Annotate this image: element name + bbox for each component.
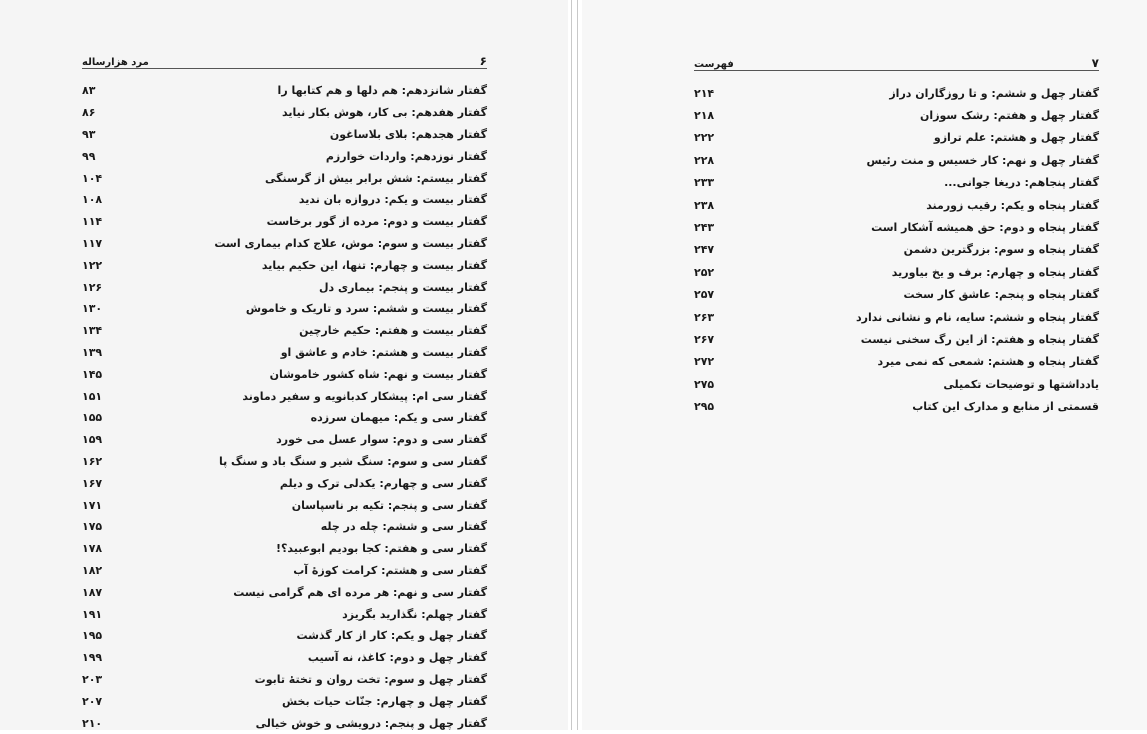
toc-entry-page: ۲۱۰ [82, 716, 103, 730]
toc-entry-page: ۱۶۲ [82, 454, 103, 468]
toc-entry [82, 647, 487, 669]
toc-list-right [694, 82, 1099, 418]
toc-entry-title: گفتار سی و چهارم: یکدلی ترک و دیلم [279, 476, 487, 490]
toc-entry-title: گفتار پنجاه و هفتم: از این رگ سخنی نیست [860, 332, 1099, 346]
toc-entry-title: گفتار سی و هفتم: کجا بودیم ابوعبید؟! [275, 542, 487, 556]
toc-entry-page: ۱۵۹ [82, 433, 103, 447]
page-number: ۶ [479, 54, 487, 68]
running-title: مرد هزارساله [82, 57, 149, 68]
toc-entry [82, 516, 487, 538]
toc-entry [694, 351, 1099, 373]
toc-entry-title: گفتار پنجاه و ششم: سایه، نام و نشانی ندارد [856, 310, 1099, 324]
toc-entry-title: گفتار سی و دوم: سوار عسل می خورد [276, 433, 487, 447]
toc-entry-title: گفتار بیست و پنجم: بیماری دل [318, 280, 487, 294]
toc-entry-page: ۲۱۸ [694, 109, 715, 123]
toc-entry-title: گفتار چهل و نهم: کار خسیس و منت رئیس [866, 153, 1099, 167]
toc-entry-page: ۲۰۷ [82, 694, 103, 708]
left-page [0, 0, 568, 730]
toc-entry [82, 211, 487, 233]
toc-entry [694, 284, 1099, 306]
toc-entry-page: ۱۳۰ [82, 302, 103, 316]
toc-entry [82, 451, 487, 473]
toc-entry [694, 239, 1099, 261]
toc-entry-page: ۲۵۷ [694, 288, 715, 302]
toc-entry-title: گفتار چهلم: نگذارید بگریزد [342, 607, 487, 621]
toc-entry [82, 80, 487, 102]
toc-entry [694, 261, 1099, 283]
toc-entry-title: گفتار سی و سوم: سنگ شیر و سنگ باد و سنگ پا [218, 454, 487, 468]
toc-entry-title: گفتار بیست و هشتم: خادم و عاشق او [280, 345, 487, 359]
toc-entry [82, 407, 487, 429]
toc-entry-page: ۱۵۱ [82, 389, 103, 403]
toc-entry-title: گفتار سی و یکم: میهمان سرزده [310, 411, 487, 425]
toc-entry-page: ۱۸۷ [82, 585, 103, 599]
toc-entry-page: ۹۹ [82, 149, 96, 163]
toc-entry-title: قسمتی از منابع و مدارک این کتاب [912, 400, 1099, 414]
toc-entry-title: گفتار هجدهم: بلای بلاساغون [329, 127, 487, 141]
toc-entry [82, 560, 487, 582]
toc-entry-title: گفتار بیست و سوم: موش، علاج کدام بیماری است [214, 236, 487, 250]
toc-entry-page: ۲۷۵ [694, 377, 715, 391]
toc-entry [82, 494, 487, 516]
toc-entry-page: ۱۹۵ [82, 629, 103, 643]
toc-entry [82, 102, 487, 124]
toc-entry-page: ۱۹۱ [82, 607, 103, 621]
right-page [582, 0, 1147, 730]
toc-entry [82, 276, 487, 298]
toc-entry-title: گفتار نوزدهم: واردات خوارزم [325, 149, 487, 163]
toc-entry-title: گفتار بیست و یکم: دروازه بان ندید [298, 193, 487, 207]
toc-entry [82, 233, 487, 255]
toc-entry [694, 216, 1099, 238]
toc-entry-title: گفتار پنجاه و یکم: رقیب زورمند [926, 198, 1099, 212]
toc-entry-title: گفتار بیست و دوم: مرده از گور برخاست [266, 215, 487, 229]
toc-entry-page: ۱۱۷ [82, 236, 103, 250]
toc-entry [694, 194, 1099, 216]
toc-entry [82, 712, 487, 734]
running-title: فهرست [694, 59, 734, 70]
toc-entry-page: ۱۶۷ [82, 476, 103, 490]
toc-entry-title: گفتار سی و ششم: چله در چله [320, 520, 487, 534]
toc-entry-page: ۱۱۴ [82, 215, 103, 229]
toc-entry-page: ۱۳۴ [82, 324, 103, 338]
toc-entry-title: گفتار بیستم: شش برابر بیش از گرسنگی [264, 171, 487, 185]
toc-entry-page: ۲۵۲ [694, 265, 715, 279]
toc-entry-title: گفتار پنجاه و سوم: بزرگترین دشمن [903, 243, 1099, 257]
toc-entry-title: گفتار بیست و چهارم: تنها، این حکیم بیاید [261, 258, 487, 272]
toc-entry [82, 124, 487, 146]
toc-entry [82, 320, 487, 342]
toc-entry [82, 669, 487, 691]
toc-entry [82, 298, 487, 320]
toc-entry [694, 373, 1099, 395]
toc-entry [694, 149, 1099, 171]
toc-entry [82, 625, 487, 647]
toc-list-left [82, 80, 487, 734]
toc-entry-page: ۱۹۹ [82, 651, 103, 665]
toc-entry-title: گفتار سی و نهم: هر مرده ای هم گرامی نیست [233, 585, 487, 599]
toc-entry-title: گفتار بیست و هفتم: حکیم خارچین [299, 324, 487, 338]
toc-entry-title: گفتار پنجاه و دوم: حق همیشه آشکار است [871, 221, 1099, 235]
toc-entry-page: ۲۲۸ [694, 153, 715, 167]
toc-entry-page: ۲۹۵ [694, 400, 715, 414]
toc-entry-page: ۱۷۵ [82, 520, 103, 534]
toc-entry-title: گفتار بیست و ششم: سرد و تاریک و خاموش [245, 302, 487, 316]
toc-entry [82, 167, 487, 189]
toc-entry [82, 145, 487, 167]
toc-entry-page: ۱۰۸ [82, 193, 103, 207]
toc-entry-title: گفتار پنجاه و هشتم: شمعی که نمی میرد [877, 355, 1099, 369]
toc-entry [694, 104, 1099, 126]
toc-entry [82, 603, 487, 625]
left-page-header [82, 46, 487, 69]
toc-entry-page: ۲۱۴ [694, 86, 715, 100]
toc-entry-title: گفتار چهل و یکم: کار از کار گذشت [296, 629, 487, 643]
toc-entry-page: ۹۳ [82, 127, 96, 141]
toc-entry-page: ۲۷۲ [694, 355, 715, 369]
toc-entry-title: گفتار هفدهم: بی کار، هوش بکار نیاید [281, 106, 487, 120]
toc-entry-page: ۲۳۸ [694, 198, 715, 212]
toc-entry-title: گفتار پنجاه و چهارم: برف و یخ بیاورید [891, 265, 1099, 279]
toc-entry-title: گفتار سی و پنجم: تکیه بر ناسپاسان [291, 498, 487, 512]
toc-entry [694, 395, 1099, 417]
toc-entry-page: ۲۳۳ [694, 176, 715, 190]
toc-entry-title: گفتار چهل و پنجم: درویشی و خوش خیالی [255, 716, 487, 730]
toc-entry-title: گفتار چهل و هفتم: رشک سوزان [920, 109, 1099, 123]
right-page-header [694, 48, 1099, 71]
toc-entry [82, 690, 487, 712]
toc-entry-page: ۸۳ [82, 84, 96, 98]
toc-entry-title: گفتار سی ام: پیشکار کدبانویه و سفیر دماوند [242, 389, 487, 403]
toc-entry [82, 581, 487, 603]
toc-entry [694, 127, 1099, 149]
toc-entry-title: گفتار پنجاه و پنجم: عاشق کار سخت [903, 288, 1099, 302]
toc-entry [82, 342, 487, 364]
toc-entry-page: ۱۳۹ [82, 345, 103, 359]
toc-entry-page: ۱۷۱ [82, 498, 103, 512]
toc-entry-page: ۲۲۲ [694, 131, 715, 145]
toc-entry-title: گفتار پنجاهم: دریغا جوانی... [944, 176, 1099, 190]
toc-entry-page: ۲۰۳ [82, 672, 103, 686]
toc-entry [82, 189, 487, 211]
toc-entry-title: گفتار چهل و هشتم: علم ترازو [933, 131, 1099, 145]
toc-entry-title: گفتار سی و هشتم: کرامت کوزهٔ آب [293, 563, 487, 577]
toc-entry-title: گفتار چهل و ششم: و تا روزگاران دراز [889, 86, 1099, 100]
toc-entry-page: ۲۶۷ [694, 332, 715, 346]
book-gutter [568, 0, 582, 730]
toc-entry [82, 538, 487, 560]
toc-entry-title: گفتار چهل و چهارم: جنّات حیات بخش [281, 694, 487, 708]
toc-entry [82, 385, 487, 407]
toc-entry-page: ۱۰۴ [82, 171, 103, 185]
toc-entry-title: گفتار شانزدهم: هم دلها و هم کتابها را [277, 84, 487, 98]
toc-entry-page: ۱۲۲ [82, 258, 103, 272]
toc-entry-title: گفتار چهل و سوم: تخت روان و تختهٔ تابوت [254, 672, 487, 686]
toc-entry-page: ۲۶۳ [694, 310, 715, 324]
toc-entry-page: ۱۵۵ [82, 411, 103, 425]
toc-entry-page: ۱۸۲ [82, 563, 103, 577]
toc-entry [82, 472, 487, 494]
toc-entry [82, 254, 487, 276]
toc-entry-title: گفتار چهل و دوم: کاغذ، نه آسیب [307, 651, 487, 665]
toc-entry [694, 82, 1099, 104]
toc-entry-page: ۱۲۶ [82, 280, 103, 294]
toc-entry [694, 172, 1099, 194]
toc-entry-page: ۱۴۵ [82, 367, 103, 381]
toc-entry-page: ۲۴۳ [694, 221, 715, 235]
toc-entry [82, 429, 487, 451]
toc-entry [82, 363, 487, 385]
toc-entry-page: ۱۷۸ [82, 542, 103, 556]
toc-entry-title: گفتار بیست و نهم: شاه کشور خاموشان [269, 367, 487, 381]
toc-entry-page: ۲۴۷ [694, 243, 715, 257]
toc-entry [694, 306, 1099, 328]
toc-entry-title: یادداشتها و توضیحات تکمیلی [943, 377, 1099, 391]
page-number: ۷ [1091, 56, 1099, 70]
toc-entry-page: ۸۶ [82, 106, 96, 120]
toc-entry [694, 328, 1099, 350]
